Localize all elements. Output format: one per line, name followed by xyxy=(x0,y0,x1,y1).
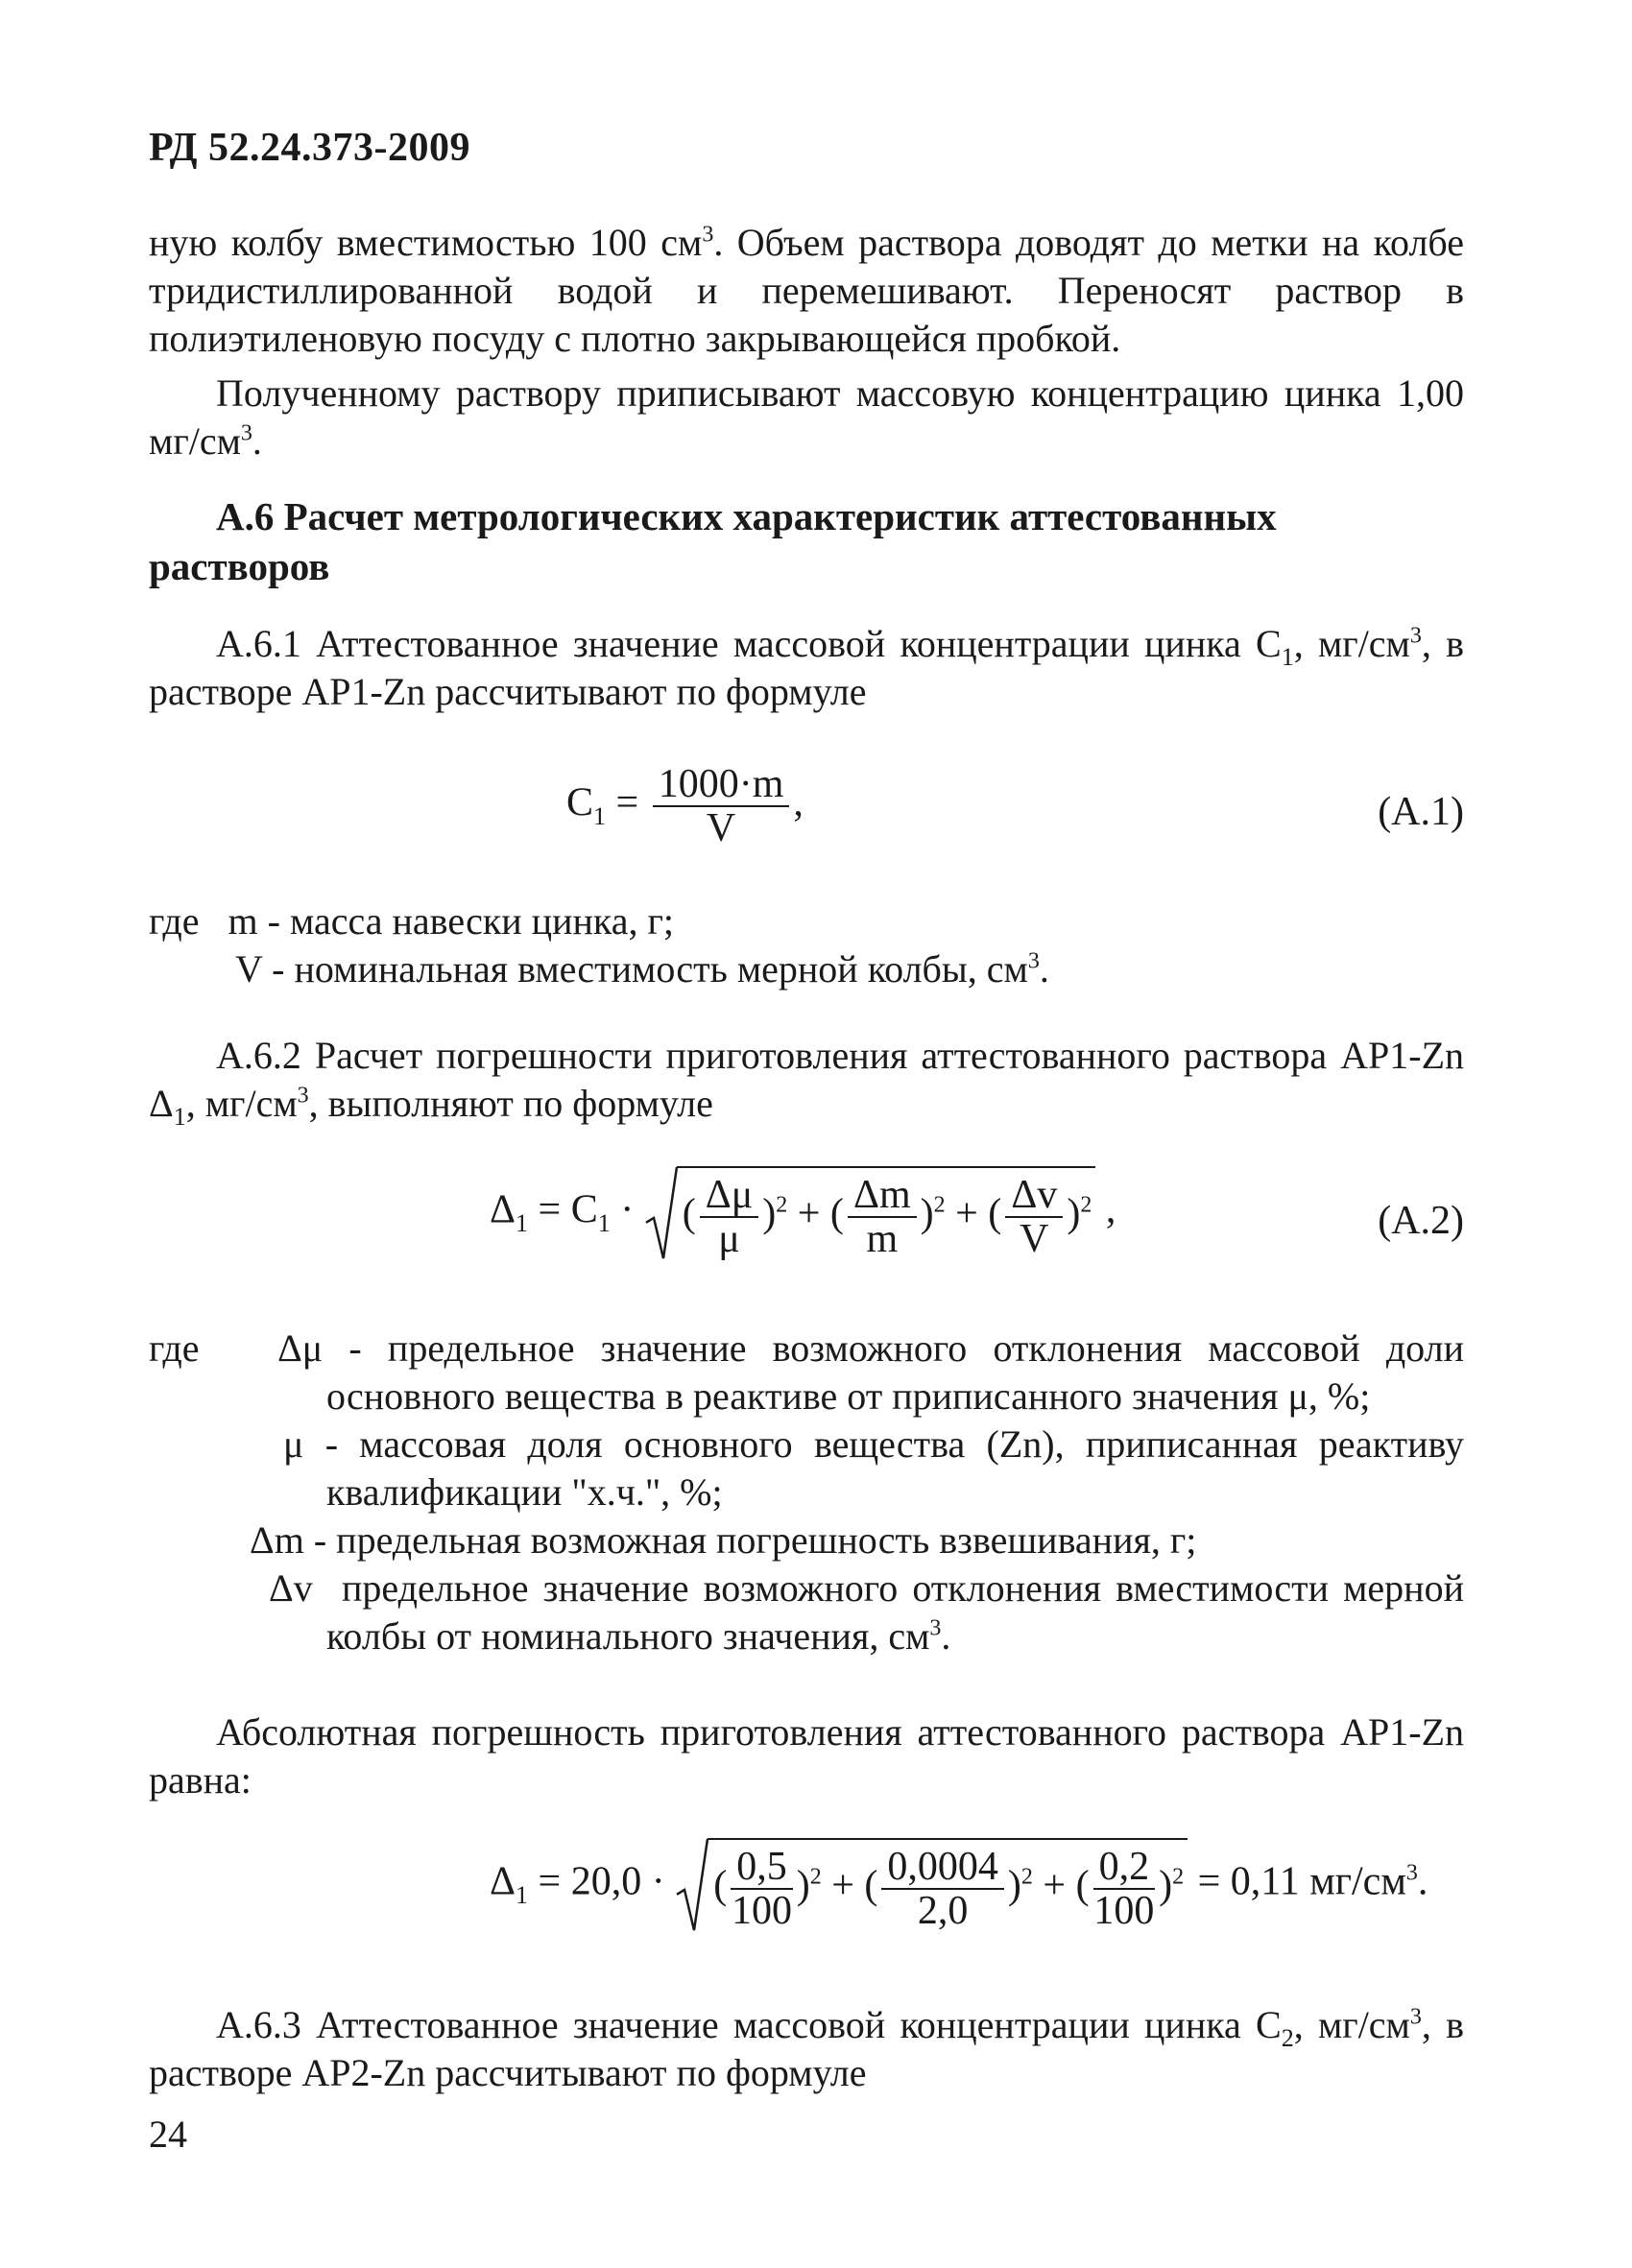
equation-number-a2: (А.2) xyxy=(1378,1199,1464,1243)
definition-v: V - номинальная вместимость мерной колбы, $см^3$. xyxy=(235,947,1049,991)
radical-icon xyxy=(644,1166,679,1260)
paragraph-1: ную колбу вместимостью 100 $см^3$. Объем раствора доводят до метки на колбе тридистиллированной водой и перемешивают. Переносят раствор в полиэтиленовую посуду с плотно закрывающейся пробкой. xyxy=(149,221,1465,360)
formula-delta1-value: $\Delta_1 = 20,0$ · ( $\frac{0,5}{100}$ )$^2$ + ( $\frac{0,0004}{2,0}$ )$^2$ + ( $\frac{0,2}{100}$ )$^2$ = 0,11 $мг/см^3$. xyxy=(490,1838,1428,1932)
equation-number-a1: (А.1) xyxy=(1378,790,1464,834)
paragraph-a63: А.6.3 Аттестованное значение массовой концентрации цинка $С_2$, $мг/см^3$, в растворе АР2-Zn рассчитывают по формуле xyxy=(149,2003,1465,2094)
square-root: ( $\frac{\Delta\mu}{\mu}$ )$^2$ + ( $\frac{\Delta m}{m}$ )$^2$ + ( $\frac{\Delta v}{V}$ )$^2$ xyxy=(644,1166,1096,1260)
definition-mu: μ - массовая доля основного вещества (Zn), приписанная реактиву квалификации "х.ч.", %; xyxy=(283,1422,1464,1514)
formula-a2: $\Delta_1 = C_1$ · ( $\frac{\Delta\mu}{\mu}$ )$^2$ + ( $\frac{\Delta m}{m}$ )$^2$ + ( $\frac{\Delta v}{V}$ )$^2$ , xyxy=(490,1166,1116,1260)
definition-delta-m: Δm - предельная возможная погрешность взвешивания, г; xyxy=(250,1518,1197,1562)
definitions-1 xyxy=(149,897,1464,993)
document-header: РД 52.24.373-2009 xyxy=(149,126,471,170)
paragraph-a61: А.6.1 Аттестованное значение массовой концентрации цинка $С_1$, $мг/см^3$, в растворе АР1-Zn рассчитывают по формуле xyxy=(149,622,1465,713)
page-number: 24 xyxy=(149,2113,187,2156)
fraction: $\frac{1000\cdot m}{V}$ xyxy=(653,763,790,849)
definitions-2 xyxy=(149,1325,1464,1660)
paragraph-abs-error: Абсолютная погрешность приготовления аттестованного раствора АР1-Zn равна: xyxy=(149,1710,1464,1802)
square-root: ( $\frac{0,5}{100}$ )$^2$ + ( $\frac{0,0004}{2,0}$ )$^2$ + ( $\frac{0,2}{100}$ )$^2$ xyxy=(675,1838,1188,1932)
section-heading: А.6 Расчет метрологических характеристик аттестованных растворов xyxy=(149,494,1277,588)
definition-delta-v: Δv предельное значение возможного отклонения вместимости мерной колбы от номинального значения, $см^3$. xyxy=(269,1566,1464,1658)
definition-delta-mu: где Δμ - предельное значение возможного отклонения массовой доли основного вещества в реактиве от приписанного значения μ, %; xyxy=(149,1326,1465,1418)
paragraph-a62: А.6.2 Расчет погрешности приготовления аттестованного раствора АР1-Zn $\Delta_1$, $мг/см^3$, выполняют по формуле xyxy=(149,1034,1464,1131)
radical-icon xyxy=(675,1838,709,1932)
definition-m: где m - масса навески цинка, г; xyxy=(149,899,674,943)
paragraph-2: Полученному раствору приписывают массовую концентрацию цинка 1,00 $мг/см^3$. xyxy=(149,371,1464,463)
formula-a1: $C_1$ = $\frac{1000\cdot m}{V}$ , xyxy=(566,762,804,850)
